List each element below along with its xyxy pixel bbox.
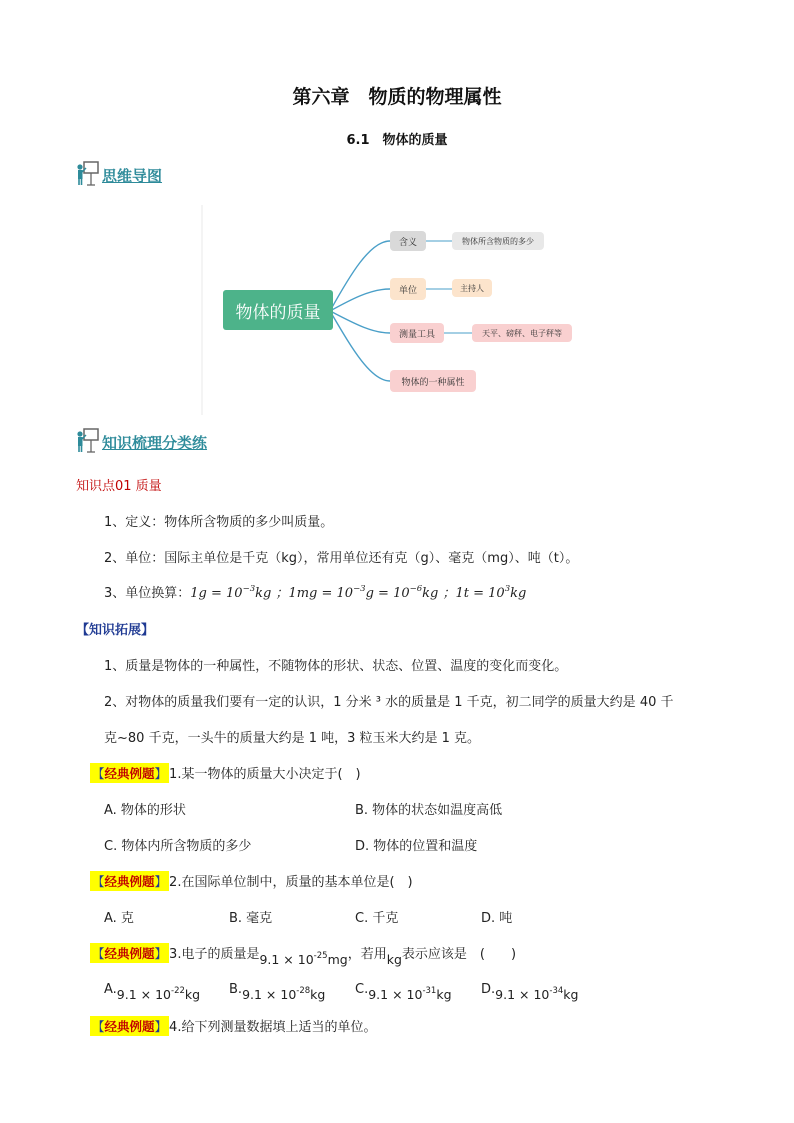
teacher-board-icon <box>76 427 100 453</box>
question-3-stem-part-3: 表示应该是 ( ) <box>401 947 517 962</box>
question-2-option-d: D. 吨 <box>481 911 513 926</box>
question-3 <box>90 943 517 967</box>
question-4 <box>90 1016 376 1036</box>
question-1-option-c: C. 物体内所含物质的多少 <box>104 839 252 854</box>
mind-map-detail-tool: 天平、磅秤、电子秤等 <box>472 324 572 342</box>
question-1-option-a: A. 物体的形状 <box>104 803 186 818</box>
mind-map <box>200 205 592 415</box>
question-2-option-c: C. 千克 <box>355 911 399 926</box>
question-2-option-b: B. 毫克 <box>229 911 273 926</box>
section-subtitle: 6.1 物体的质量 <box>346 133 448 148</box>
mind-map-detail-meaning: 物体所含物质的多少 <box>452 232 544 250</box>
question-2-option-a: A. 克 <box>104 911 134 926</box>
mind-map-detail-unit: 主持人 <box>452 279 492 297</box>
question-2-stem: 2.在国际单位制中，质量的基本单位是( ) <box>169 875 413 890</box>
question-1 <box>90 763 361 783</box>
conversion-prefix: 3、单位换算： <box>104 586 191 601</box>
chapter-title: 第六章 物质的物理属性 <box>292 86 502 108</box>
extension-paragraph-1: 1、质量是物体的一种属性，不随物体的形状、状态、位置、温度的变化而变化。 <box>104 659 568 674</box>
question-1-stem: 1.某一物体的质量大小决定于( ) <box>169 767 361 782</box>
knowledge-heading-label: 知识梳理分类练 <box>102 434 208 452</box>
mind-map-branch-property: 物体的一种属性 <box>390 370 476 392</box>
question-3-unit: kg <box>386 952 402 967</box>
question-3-value: $9.1 \times 10^{-25}mg$ <box>259 951 348 967</box>
question-1-option-d: D. 物体的位置和温度 <box>355 839 478 854</box>
unit-item: 2、单位：国际主单位是千克（kg），常用单位还有克（g）、毫克（mg）、吨（t）。 <box>104 551 579 566</box>
question-3-option-a: $A.9.1 \times 10^{-22}kg$ <box>104 982 201 1002</box>
question-3-option-b: $B.9.1 \times 10^{-28}kg$ <box>229 982 326 1002</box>
mind-map-branch-meaning: 含义 <box>390 231 426 251</box>
knowledge-point-title: 知识点01 质量 <box>76 479 162 494</box>
question-3-option-c: $C.9.1 \times 10^{-31}kg$ <box>355 982 452 1002</box>
teacher-board-icon <box>76 160 100 186</box>
mind-map-center-node: 物体的质量 <box>223 290 333 330</box>
question-3-option-d: $D.9.1 \times 10^{-34}kg$ <box>481 982 579 1002</box>
extension-paragraph-2-line-2: 克~80 千克，一头牛的质量大约是 1 吨，3 粒玉米大约是 1 克。 <box>104 731 481 746</box>
conversion-item <box>104 582 526 601</box>
mindmap-heading <box>76 158 162 186</box>
knowledge-heading <box>76 425 207 453</box>
example-tag: 【经典例题】 <box>90 871 169 891</box>
question-3-stem-part-2: ，若用 <box>347 947 387 962</box>
question-4-stem: 4.给下列测量数据填上适当的单位。 <box>169 1020 377 1035</box>
question-2 <box>90 871 413 891</box>
definition-item: 1、定义：物体所含物质的多少叫质量。 <box>104 515 334 530</box>
conversion-formulas: $1g = 10^{-3}kg$ ；$1mg = 10^{-3}g = 10^{-6}kg$ ；$1t = 10^3kg$ <box>190 584 527 601</box>
extension-paragraph-2-line-1: 2、对物体的质量我们要有一定的认识，1 分米 ³ 水的质量是 1 千克，初二同学的质量大约是 40 千 <box>104 695 674 710</box>
example-tag: 【经典例题】 <box>90 1016 169 1036</box>
question-1-option-b: B. 物体的状态如温度高低 <box>355 803 503 818</box>
extension-heading: 【知识拓展】 <box>76 623 155 638</box>
mindmap-heading-label: 思维导图 <box>102 167 163 185</box>
question-3-stem-part-1: 3.电子的质量是 <box>169 947 260 962</box>
mind-map-branch-tool: 测量工具 <box>390 323 444 343</box>
example-tag: 【经典例题】 <box>90 943 169 963</box>
example-tag: 【经典例题】 <box>90 763 169 783</box>
mind-map-branch-unit: 单位 <box>390 278 426 300</box>
